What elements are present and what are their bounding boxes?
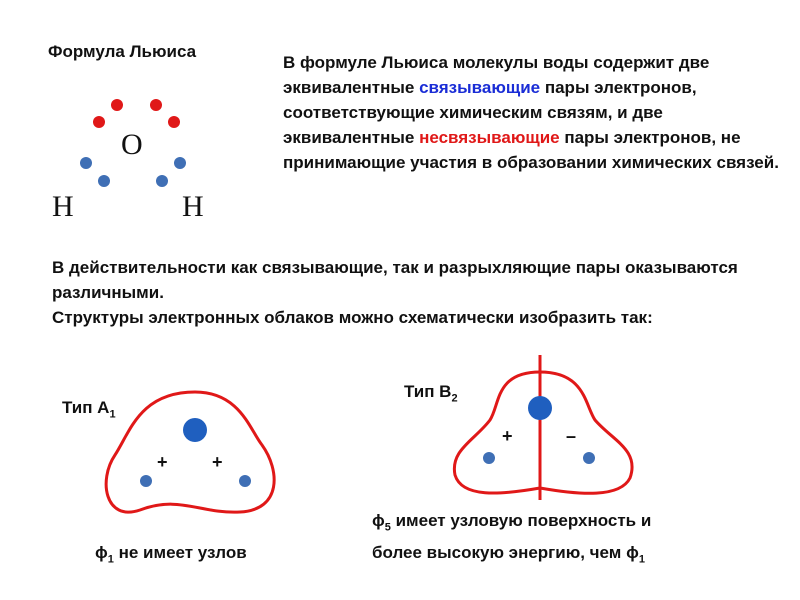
paragraph-text: пары электронов, не принимающие участия в образовании химических связей.: [283, 128, 779, 172]
type-b2-cloud-outline: [454, 372, 632, 493]
hydrogen-atom-label-left: H: [52, 190, 74, 223]
blue-electron-dot: [98, 175, 110, 187]
reality-paragraph: [52, 255, 772, 330]
lewis-nonbonding-electrons: [93, 99, 180, 128]
paragraph-text: пары электронов, соответствующие химическим связям, и две эквивалентные: [283, 78, 697, 147]
red-electron-dot: [111, 99, 123, 111]
type-b2-label: Тип $B_2$: [404, 382, 458, 405]
type-a1-electron-right: [239, 475, 251, 487]
type-a1-plus-left: +: [157, 452, 168, 472]
type-a1-caption: $\phi_1$ не имеет узлов: [95, 543, 247, 566]
nonbonding-term: несвязывающие: [419, 128, 560, 147]
type-a1-nucleus: [183, 418, 207, 442]
lewis-formula-title: Формула Льюиса: [48, 42, 197, 61]
type-a1-electron-left: [140, 475, 152, 487]
hydrogen-atom-label-right: H: [182, 190, 204, 223]
type-b2-plus: +: [502, 426, 513, 446]
caption-line: более высокую энергию, чем $\phi_1$: [372, 543, 645, 566]
type-a1-cloud-outline: [106, 392, 274, 512]
oxygen-atom-label: O: [121, 128, 143, 161]
type-b2-electron-left: [483, 452, 495, 464]
bonding-term: связывающие: [419, 78, 541, 97]
type-b2-caption: [372, 508, 772, 573]
paragraph-line: Структуры электронных облаков можно схематически изобразить так:: [52, 308, 653, 327]
red-electron-dot: [93, 116, 105, 128]
paragraph-text: В формуле Льюиса молекулы воды содержит две эквивалентные: [283, 53, 710, 97]
lewis-explanation-paragraph: [283, 50, 783, 175]
type-a1-label: Тип $A_1$: [62, 398, 116, 421]
type-a1-plus-right: +: [212, 452, 223, 472]
blue-electron-dot: [174, 157, 186, 169]
red-electron-dot: [150, 99, 162, 111]
caption-line: $\phi_5$ имеет узловую поверхность и: [372, 511, 652, 534]
blue-electron-dot: [156, 175, 168, 187]
paragraph-line: В действительности как связывающие, так и разрыхляющие пары оказываются различными.: [52, 258, 738, 302]
blue-electron-dot: [80, 157, 92, 169]
type-b2-electron-right: [583, 452, 595, 464]
type-b2-nucleus: [528, 396, 552, 420]
red-electron-dot: [168, 116, 180, 128]
type-b2-minus: –: [566, 426, 577, 446]
